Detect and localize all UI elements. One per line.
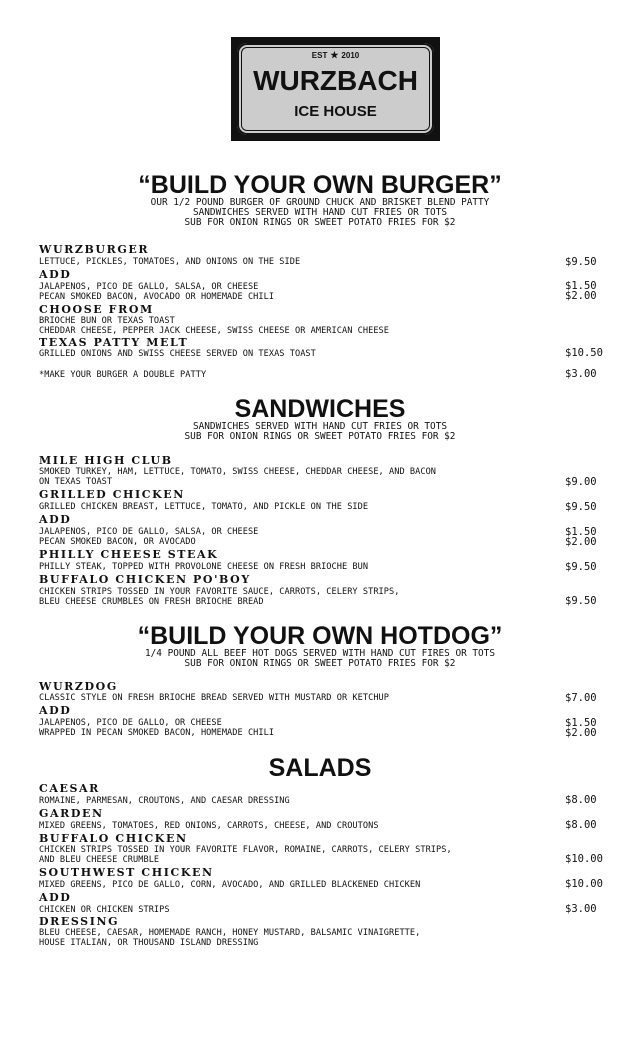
wurzburger-price: $9.50 [565, 256, 597, 268]
southwest-chicken-price: $10.00 [565, 878, 603, 890]
patty-melt-price: $10.50 [565, 347, 603, 359]
burger-add-price-2: $2.00 [565, 290, 597, 302]
caesar-desc: ROMAINE, PARMESAN, CROUTONS, AND CAESAR DRESSING [39, 796, 290, 806]
buffalo-poboy-desc-2: BLEU CHEESE CRUMBLES ON FRESH BRIOCHE BREAD [39, 597, 264, 607]
burger-add-price-1: $1.50 [565, 280, 597, 292]
mile-high-club-desc-1: SMOKED TURKEY, HAM, LETTUCE, TOMATO, SWISS CHEESE, CHEDDAR CHEESE, AND BACON [39, 467, 437, 477]
dressing-desc-2: HOUSE ITALIAN, OR THOUSAND ISLAND DRESSING [39, 938, 259, 948]
southwest-chicken-desc: MIXED GREENS, PICO DE GALLO, CORN, AVOCADO, AND GRILLED BLACKENED CHICKEN [39, 880, 421, 890]
garden-name: GARDEN [39, 807, 104, 820]
double-patty-note: *MAKE YOUR BURGER A DOUBLE PATTY [39, 370, 207, 380]
logo-name: WURZBACH [253, 65, 418, 96]
hotdog-intro-line-1: 1/4 POUND ALL BEEF HOT DOGS SERVED WITH HAND CUT FIRES OR TOTS [145, 648, 495, 659]
grilled-chicken-name: GRILLED CHICKEN [39, 488, 185, 501]
hotdog-add-desc-2: WRAPPED IN PECAN SMOKED BACON, HOMEMADE CHILI [39, 728, 275, 738]
logo-established [231, 50, 440, 61]
philly-cheese-steak-desc: PHILLY STEAK, TOPPED WITH PROVOLONE CHEESE ON FRESH BRIOCHE BUN [39, 562, 369, 572]
burger-intro-line-3: SUB FOR ONION RINGS OR SWEET POTATO FRIES FOR $2 [184, 217, 456, 228]
double-patty-price: $3.00 [565, 368, 597, 380]
grilled-chicken-desc: GRILLED CHICKEN BREAST, LETTUCE, TOMATO, AND PICKLE ON THE SIDE [39, 502, 369, 512]
southwest-chicken-name: SOUTHWEST CHICKEN [39, 866, 214, 879]
logo-subtitle: ICE HOUSE [294, 103, 377, 120]
philly-cheese-steak-name: PHILLY CHEESE STEAK [39, 548, 219, 561]
caesar-price: $8.00 [565, 794, 597, 806]
buffalo-poboy-desc-1: CHICKEN STRIPS TOSSED IN YOUR FAVORITE SAUCE, CARROTS, CELERY STRIPS, [39, 587, 400, 597]
wurzdog-name: WURZDOG [39, 680, 118, 693]
logo-est-label: EST [311, 51, 328, 60]
buffalo-poboy-price: $9.50 [565, 595, 597, 607]
salad-add-desc: CHICKEN OR CHICKEN STRIPS [39, 905, 170, 915]
sandwich-add-price-1: $1.50 [565, 526, 597, 538]
texas-star-icon: ★ [330, 50, 339, 60]
mile-high-club-desc-2: ON TEXAS TOAST [39, 477, 113, 487]
buffalo-chicken-salad-desc-1: CHICKEN STRIPS TOSSED IN YOUR FAVORITE FLAVOR, ROMAINE, CARROTS, CELERY STRIPS, [39, 845, 452, 855]
hotdog-add-heading: ADD [39, 704, 72, 717]
mile-high-club-price: $9.00 [565, 476, 597, 488]
philly-cheese-steak-price: $9.50 [565, 561, 597, 573]
sandwiches-intro-line-1: SANDWICHES SERVED WITH HAND CUT FRIES OR TOTS [193, 421, 447, 432]
garden-desc: MIXED GREENS, TOMATOES, RED ONIONS, CARROTS, CHEESE, AND CROUTONS [39, 821, 379, 831]
buffalo-chicken-salad-name: BUFFALO CHICKEN [39, 832, 188, 845]
sandwiches-intro-line-2: SUB FOR ONION RINGS OR SWEET POTATO FRIES FOR $2 [184, 431, 456, 442]
patty-melt-desc: GRILLED ONIONS AND SWISS CHEESE SERVED ON TEXAS TOAST [39, 349, 316, 359]
burger-add-desc-1: JALAPENOS, PICO DE GALLO, SALSA, OR CHEESE [39, 282, 259, 292]
wurzdog-desc: CLASSIC STYLE ON FRESH BRIOCHE BREAD SERVED WITH MUSTARD OR KETCHUP [39, 693, 389, 703]
burger-section-title: “BUILD YOUR OWN BURGER” [138, 171, 502, 199]
buffalo-chicken-salad-desc-2: AND BLEU CHEESE CRUMBLE [39, 855, 160, 865]
sandwich-add-price-2: $2.00 [565, 536, 597, 548]
salads-section-title: SALADS [268, 754, 372, 782]
burger-intro-line-1: OUR 1/2 POUND BURGER OF GROUND CHUCK AND BRISKET BLEND PATTY [150, 197, 490, 208]
restaurant-logo [231, 37, 440, 141]
patty-melt-name: TEXAS PATTY MELT [39, 336, 189, 349]
sandwich-add-desc-1: JALAPENOS, PICO DE GALLO, SALSA, OR CHEESE [39, 527, 259, 537]
wurzburger-desc: LETTUCE, PICKLES, TOMATOES, AND ONIONS ON THE SIDE [39, 257, 301, 267]
hotdog-add-desc-1: JALAPENOS, PICO DE GALLO, OR CHEESE [39, 718, 222, 728]
sandwich-add-desc-2: PECAN SMOKED BACON, OR AVOCADO [39, 537, 196, 547]
wurzdog-price: $7.00 [565, 692, 597, 704]
hotdog-add-price-2: $2.00 [565, 727, 597, 739]
dressing-desc-1: BLEU CHEESE, CAESAR, HOMEMADE RANCH, HONEY MUSTARD, BALSAMIC VINAIGRETTE, [39, 928, 421, 938]
mile-high-club-name: MILE HIGH CLUB [39, 454, 173, 467]
dressing-heading: DRESSING [39, 915, 120, 928]
logo-est-year: 2010 [341, 51, 360, 60]
sandwich-add-heading: ADD [39, 513, 72, 526]
sandwiches-section-title: SANDWICHES [234, 395, 406, 423]
salad-add-price: $3.00 [565, 903, 597, 915]
buffalo-poboy-name: BUFFALO CHICKEN PO'BOY [39, 573, 251, 586]
burger-add-desc-2: PECAN SMOKED BACON, AVOCADO OR HOMEMADE CHILI [39, 292, 275, 302]
hotdog-section-title: “BUILD YOUR OWN HOTDOG” [137, 622, 503, 650]
wurzburger-name: WURZBURGER [39, 243, 150, 256]
choose-from-desc-2: CHEDDAR CHEESE, PEPPER JACK CHEESE, SWISS CHEESE OR AMERICAN CHEESE [39, 326, 389, 336]
salad-add-heading: ADD [39, 891, 72, 904]
hotdog-intro-line-2: SUB FOR ONION RINGS OR SWEET POTATO FRIES FOR $2 [184, 658, 456, 669]
hotdog-add-price-1: $1.50 [565, 717, 597, 729]
choose-from-desc-1: BRIOCHE BUN OR TEXAS TOAST [39, 316, 175, 326]
grilled-chicken-price: $9.50 [565, 501, 597, 513]
burger-add-heading: ADD [39, 268, 72, 281]
caesar-name: CAESAR [39, 782, 100, 795]
burger-intro-line-2: SANDWICHES SERVED WITH HAND CUT FRIES OR TOTS [193, 207, 447, 218]
buffalo-chicken-salad-price: $10.00 [565, 853, 603, 865]
garden-price: $8.00 [565, 819, 597, 831]
choose-from-heading: CHOOSE FROM [39, 303, 154, 316]
